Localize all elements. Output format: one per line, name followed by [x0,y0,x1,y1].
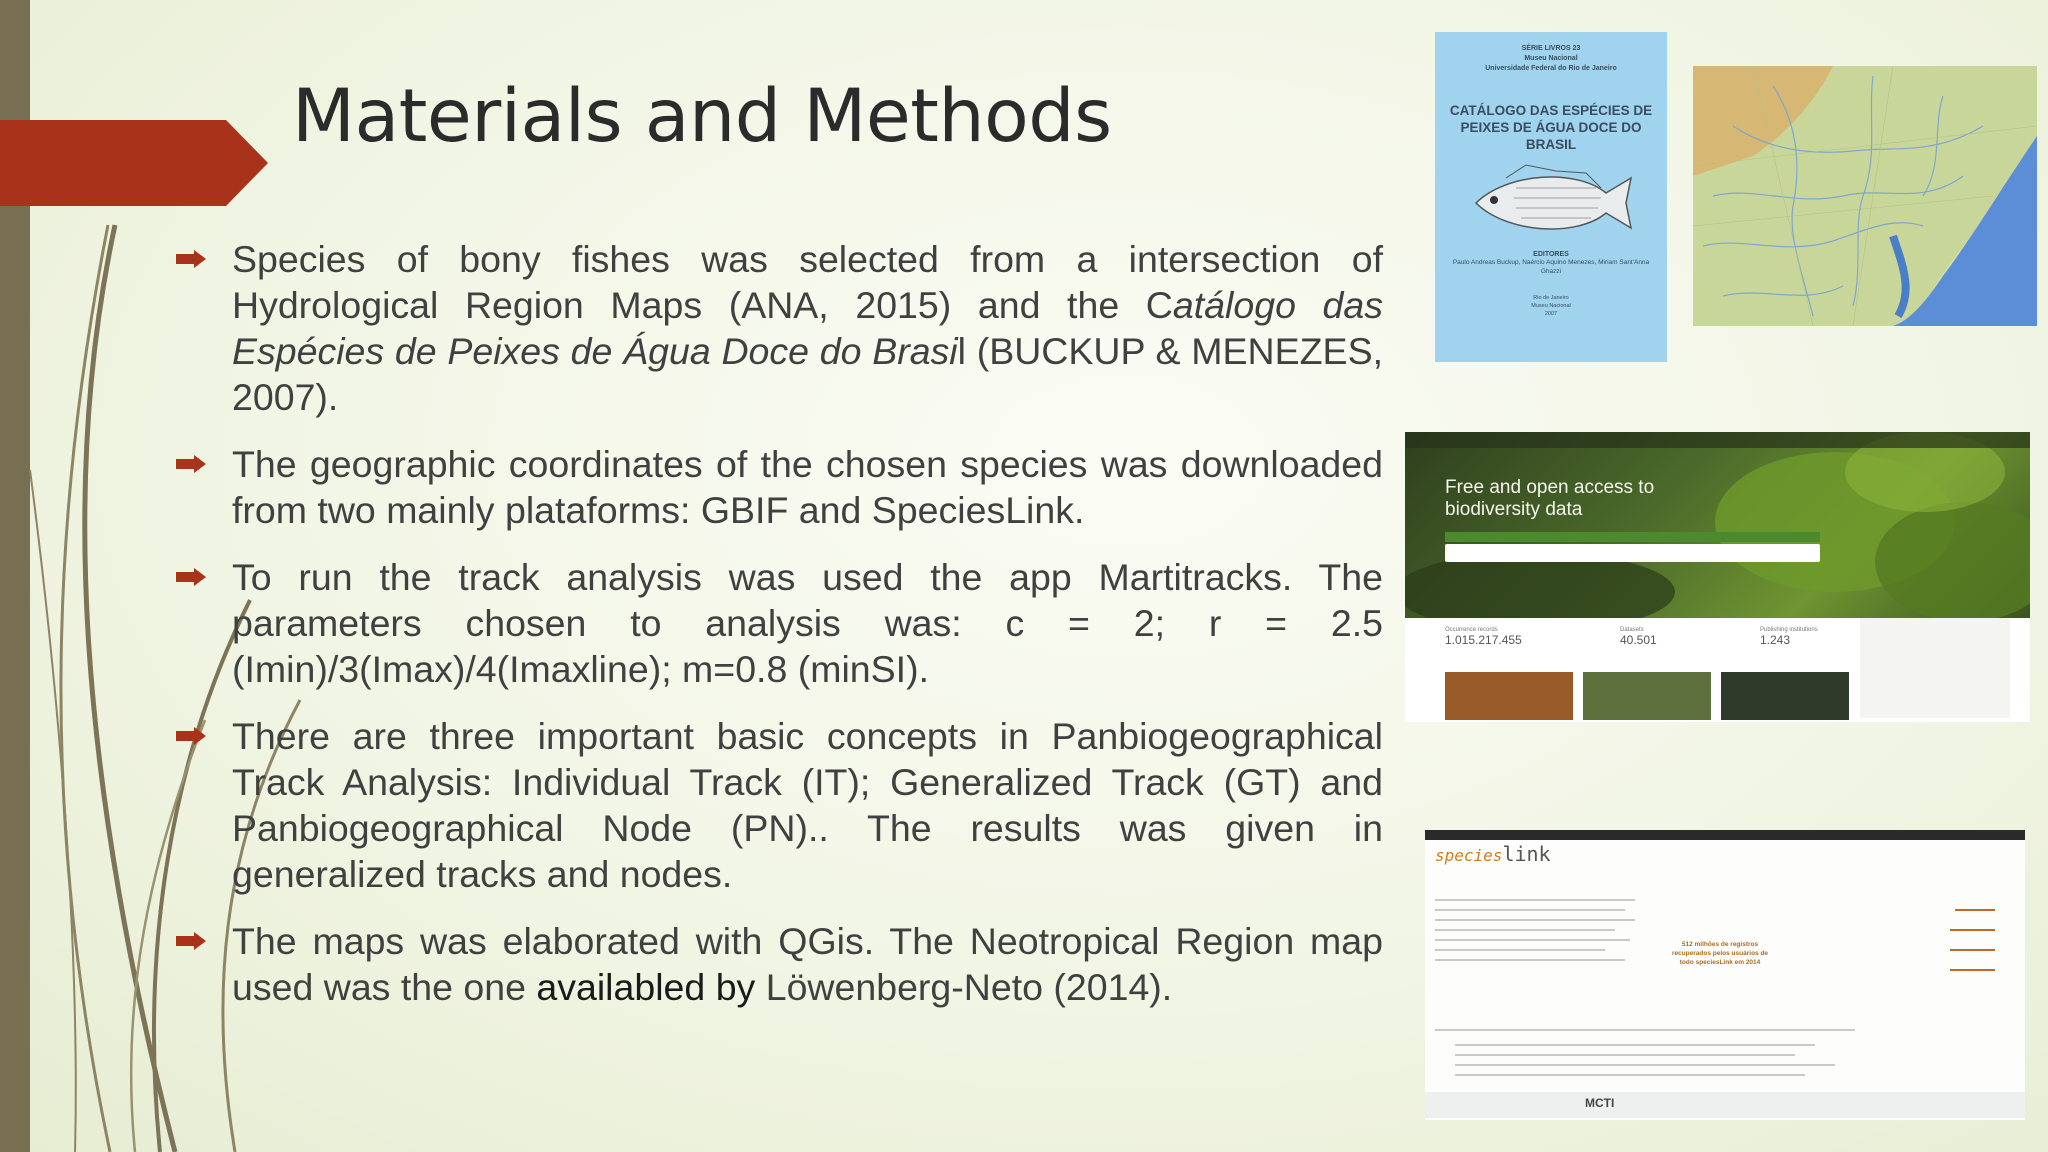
bullet-text: The geographic coordinates of the chosen species was downloaded from two mainly plataforms: GBIF and SpeciesLink. [232,443,1383,531]
specieslink-logo-prefix: species [1435,846,1503,865]
specieslink-logo [1435,842,1551,866]
leaves-background [1405,432,2030,618]
book-header [1435,44,1667,74]
arrow-bullet-icon [176,250,206,268]
gbif-hero-banner [1405,432,2030,618]
bullet-list [168,236,1383,1031]
bullet-text: l (BUCKUP & MENEZES, 2007). [232,330,1384,418]
bullet-item [168,554,1383,692]
gbif-search-tabs [1445,532,1820,542]
book-series: SÉRIE LIVROS 23 [1521,45,1581,52]
book-editors: Paulo Andreas Buckup, Naércio Aquino Menezes, Miriam Sant'Anna Ghazzi [1452,259,1650,275]
gbif-stat [1620,627,1657,647]
book-publisher: Museu Nacional [1531,303,1571,309]
gbif-stat-value: 1.243 [1760,633,1791,647]
book-title: CATÁLOGO DAS ESPÉCIES DE PEIXES DE ÁGUA DOCE DO BRASIL [1449,103,1653,152]
arrow-bullet-icon [176,568,206,586]
bullet-text: The maps was elaborated with QGis. The Neotropical Region map used was the one [232,920,1383,1008]
bullet-item [168,441,1383,533]
gbif-cookie-notice [1860,618,2010,718]
gbif-thumbnail [1445,672,1573,720]
slide-title: Materials and Methods [292,74,1112,159]
catalog-title-italic: atálogo das Espécies de Peixes de Água Doce do Brasi [232,284,1383,372]
bullet-text: Species of bony fishes was selected from a intersection of Hydrological Region Maps (ANA, 2015) and the C [232,238,1383,326]
book-university: Universidade Federal do Rio de Janeiro [1485,65,1617,72]
catalog-book-cover [1435,32,1667,362]
specieslink-logo-suffix: link [1502,842,1551,866]
book-editors-label: EDITORES [1533,251,1569,258]
hydrological-region-map [1693,66,2037,326]
book-museum: Museu Nacional [1524,55,1578,62]
gbif-website-screenshot [1405,432,2030,722]
gbif-thumbnail [1721,672,1849,720]
gbif-thumbnail [1583,672,1711,720]
gbif-stat [1445,627,1522,647]
gbif-search-bar [1445,544,1820,562]
gbif-hero-title: Free and open access to biodiversity data [1445,477,1655,520]
book-publication [1435,294,1667,318]
arrow-bullet-icon [176,932,206,950]
specieslink-nav-bar [1425,830,2025,840]
gbif-stat-value: 1.015.217.455 [1445,633,1522,647]
fish-illustration [1466,163,1636,243]
gbif-stat-value: 40.501 [1620,633,1657,647]
bullet-item [168,713,1383,897]
specieslink-sponsor-footer [1425,1092,2025,1118]
title-arrow-accent [0,120,270,206]
bullet-text: To run the track analysis was used the app Martitracks. The parameters chosen to analysis was: c = 2; r = 2.5 (Imin)/3(Imax)/4(Imaxline); m=0.8 (minSI). [232,556,1383,690]
arrow-bullet-icon [176,727,206,745]
gbif-stat-label: Occurrence records [1445,627,1498,633]
bullet-text: Löwenberg-Neto (2014). [755,966,1173,1008]
gbif-stat-label: Datasets [1620,627,1644,633]
bullet-item [168,236,1383,420]
gbif-stat [1760,627,1818,647]
specieslink-sponsor-mcti: MCTI [1585,1096,1615,1110]
book-year: 2007 [1544,311,1558,317]
bullet-text-dark: availabled by [536,966,756,1008]
specieslink-highlight: 512 milhões de registros recuperados pelos usuários de todo speciesLink em 2014 [1671,941,1769,966]
arrow-bullet-icon [176,455,206,473]
gbif-stat-label: Publishing institutions [1760,627,1818,633]
book-city: Rio de Janeiro [1533,295,1569,301]
specieslink-text-lines [1435,890,2015,1090]
bullet-item [168,918,1383,1010]
bullet-text: There are three important basic concepts in Panbiogeographical Track Analysis: Individual Track (IT); Generalized Track (GT) and Panbiogeographical Node (PN).. The results was given in generalized tracks and nodes. [232,715,1383,895]
specieslink-website-screenshot [1425,830,2025,1120]
